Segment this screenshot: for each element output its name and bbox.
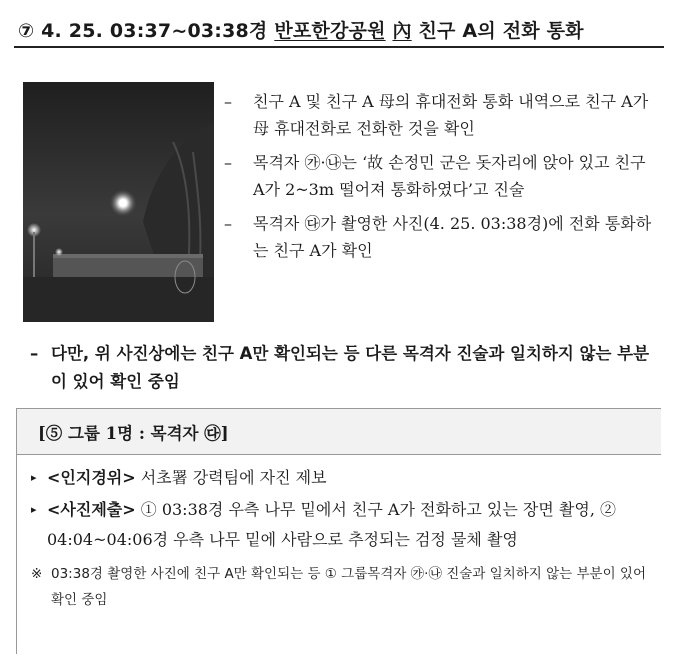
triangle-bullet-icon: ▸ [31, 471, 37, 484]
finding-item [224, 149, 652, 203]
section-number: ⑦ [18, 20, 35, 42]
entry-text: ① 03:38경 우측 나무 밑에서 친구 A가 전화하고 있는 장면 촬영, ② 04:04~04:06경 우측 나무 밑에 사람으로 추정되는 검정 물체 촬영 [47, 500, 616, 549]
section-subject: 친구 A의 전화 통화 [418, 20, 584, 42]
finding-text: 친구 A 및 친구 A 母의 휴대전화 통화 내역으로 친구 A가 母 휴대전화로 전화한 것을 확인 [253, 92, 649, 138]
finding-item [224, 210, 652, 264]
bullet-dash: – [224, 153, 232, 172]
entry-label: <사진제출> [47, 500, 136, 519]
group-header [17, 409, 661, 455]
group-entry [31, 463, 659, 493]
findings-list [224, 88, 652, 271]
bullet-dash: – [224, 92, 232, 111]
entry-label: <인지경위> [47, 468, 136, 487]
finding-text: 목격자 ㉰가 촬영한 사진(4. 25. 03:38경)에 전화 통화하는 친구 A가 확인 [253, 214, 652, 260]
note-text: 다만, 위 사진상에는 친구 A만 확인되는 등 다른 목격자 진술과 일치하지 않는 부분이 있어 확인 중임 [51, 344, 650, 391]
group-entry [31, 495, 659, 555]
footnote [31, 561, 659, 613]
section-location: 반포한강공원 [274, 20, 386, 42]
entry-text: 서초署 강력팀에 자진 제보 [135, 468, 327, 487]
section-in-char: 內 [392, 20, 412, 42]
group-title: [⑤ 그룹 1명 : 목격자 ㉰] [38, 424, 229, 443]
group-entries [31, 463, 659, 613]
witness-group-box [16, 408, 661, 654]
section-title [18, 16, 584, 43]
reference-mark: ※ [31, 566, 43, 582]
footnote-text: 03:38경 촬영한 사진에 친구 A만 확인되는 등 ① 그룹목격자 ㉮·㉯ 진술과 일치하지 않는 부분이 있어 확인 중임 [51, 566, 647, 608]
finding-item [224, 88, 652, 142]
note-dash: – [30, 344, 39, 363]
night-photo [23, 82, 214, 322]
note-paragraph [30, 340, 660, 396]
bullet-dash: – [224, 214, 232, 233]
finding-text: 목격자 ㉮·㉯는 ‘故 손정민 군은 돗자리에 앉아 있고 친구 A가 2~3m 떨어져 통화하였다’고 진술 [253, 153, 646, 199]
section-datetime: 4. 25. 03:37~03:38경 [41, 20, 268, 42]
section-heading [14, 8, 664, 48]
triangle-bullet-icon: ▸ [31, 503, 37, 516]
night-park-photo-image [23, 82, 214, 322]
